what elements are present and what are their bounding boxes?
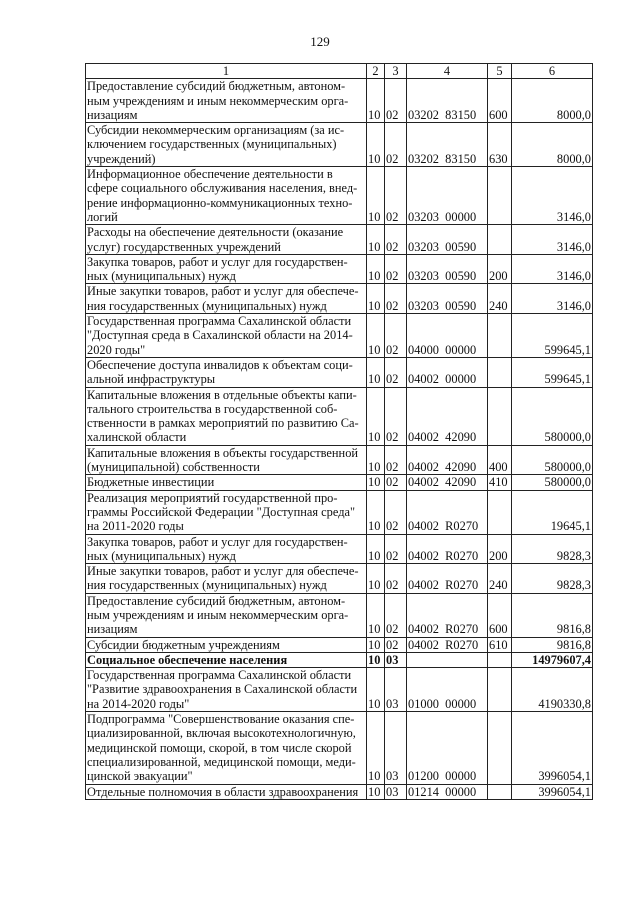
row-target-article-cell: 01214 00000 <box>407 784 488 799</box>
row-name-cell: Субсидии бюджетным учреждениям <box>86 637 367 652</box>
row-name-cell: Капитальные вложения в отдельные объекты капи- тального строительства в государственной соб- ственности в рамках мероприятий по развитию Са- халинской области <box>86 387 367 445</box>
row-subsection-cell: 02 <box>385 225 407 255</box>
row-name-cell: Подпрограмма "Совершенствование оказания спе- циализированной, включая высокотехнологичную, медицинской помощи, скорой, в том числе скорой специализированной, медицинской помощи, меди- цинской эвакуации" <box>86 712 367 784</box>
row-expense-type-cell: 200 <box>488 534 512 564</box>
row-name-cell: Закупка товаров, работ и услуг для государствен- ных (муниципальных) нужд <box>86 254 367 284</box>
row-section-cell: 10 <box>367 534 385 564</box>
row-target-article-cell: 03203 00590 <box>407 284 488 314</box>
row-subsection-cell: 03 <box>385 668 407 712</box>
table-row <box>86 167 593 225</box>
header-col-5: 5 <box>488 64 512 79</box>
row-amount-cell: 599645,1 <box>512 357 593 387</box>
row-subsection-cell: 02 <box>385 475 407 490</box>
row-subsection-cell: 02 <box>385 357 407 387</box>
row-amount-cell: 580000,0 <box>512 475 593 490</box>
row-target-article-cell: 04002 42090 <box>407 445 488 475</box>
row-target-article-cell: 03203 00000 <box>407 167 488 225</box>
row-target-article-cell: 04002 R0270 <box>407 564 488 594</box>
row-subsection-cell: 02 <box>385 490 407 534</box>
row-subsection-cell: 02 <box>385 314 407 358</box>
page-number: 129 <box>310 34 330 49</box>
row-target-article-cell: 04002 R0270 <box>407 637 488 652</box>
row-target-article-cell: 04002 R0270 <box>407 490 488 534</box>
row-expense-type-cell: 200 <box>488 254 512 284</box>
row-name-cell: Иные закупки товаров, работ и услуг для обеспече- ния государственных (муниципальных) нужд <box>86 284 367 314</box>
row-target-article-cell: 04002 42090 <box>407 387 488 445</box>
row-name-cell: Реализация мероприятий государственной про- граммы Российской Федерации "Доступная среда" на 2011-2020 годы <box>86 490 367 534</box>
row-expense-type-cell: 410 <box>488 475 512 490</box>
row-expense-type-cell <box>488 314 512 358</box>
row-name-cell: Отдельные полномочия в области здравоохранения <box>86 784 367 799</box>
row-amount-cell: 3996054,1 <box>512 784 593 799</box>
row-expense-type-cell: 400 <box>488 445 512 475</box>
row-name-cell: Государственная программа Сахалинской области "Развитие здравоохранения в Сахалинской области на 2014-2020 годы" <box>86 668 367 712</box>
row-subsection-cell: 03 <box>385 652 407 667</box>
row-section-cell: 10 <box>367 445 385 475</box>
row-section-cell: 10 <box>367 652 385 667</box>
table-row <box>86 445 593 475</box>
table-row <box>86 357 593 387</box>
row-section-cell: 10 <box>367 225 385 255</box>
table-row <box>86 284 593 314</box>
row-amount-cell: 580000,0 <box>512 445 593 475</box>
row-name-cell: Информационное обеспечение деятельности в сфере социального обслуживания населения, внед- рение информационно-коммуникационных техно- логий <box>86 167 367 225</box>
table-row <box>86 314 593 358</box>
row-expense-type-cell <box>488 357 512 387</box>
table-row <box>86 637 593 652</box>
row-section-cell: 10 <box>367 123 385 167</box>
budget-table <box>85 63 593 800</box>
row-amount-cell: 3146,0 <box>512 284 593 314</box>
row-subsection-cell: 02 <box>385 564 407 594</box>
row-expense-type-cell <box>488 712 512 784</box>
table-body <box>86 79 593 800</box>
row-expense-type-cell <box>488 490 512 534</box>
row-section-cell: 10 <box>367 314 385 358</box>
row-target-article-cell: 01200 00000 <box>407 712 488 784</box>
row-expense-type-cell: 240 <box>488 564 512 594</box>
row-expense-type-cell: 600 <box>488 593 512 637</box>
table-row <box>86 534 593 564</box>
row-amount-cell: 19645,1 <box>512 490 593 534</box>
row-section-cell: 10 <box>367 167 385 225</box>
row-section-cell: 10 <box>367 784 385 799</box>
table-header-row <box>86 64 593 79</box>
row-section-cell: 10 <box>367 254 385 284</box>
row-subsection-cell: 02 <box>385 593 407 637</box>
row-expense-type-cell <box>488 225 512 255</box>
table-row <box>86 79 593 123</box>
row-name-cell: Субсидии некоммерческим организациям (за ис- ключением государственных (муниципальных) учреждений) <box>86 123 367 167</box>
row-section-cell: 10 <box>367 564 385 594</box>
row-subsection-cell: 03 <box>385 784 407 799</box>
row-subsection-cell: 02 <box>385 637 407 652</box>
row-name-cell: Государственная программа Сахалинской области "Доступная среда в Сахалинской области на 2014- 2020 годы" <box>86 314 367 358</box>
row-target-article-cell: 01000 00000 <box>407 668 488 712</box>
row-section-cell: 10 <box>367 79 385 123</box>
row-amount-cell: 14979607,4 <box>512 652 593 667</box>
header-col-4: 4 <box>407 64 488 79</box>
table-row <box>86 225 593 255</box>
header-col-1: 1 <box>86 64 367 79</box>
row-name-cell: Предоставление субсидий бюджетным, автоном- ным учреждениям и иным некоммерческим орга- низациям <box>86 593 367 637</box>
row-name-cell: Иные закупки товаров, работ и услуг для обеспече- ния государственных (муниципальных) нужд <box>86 564 367 594</box>
row-amount-cell: 3146,0 <box>512 167 593 225</box>
row-expense-type-cell: 630 <box>488 123 512 167</box>
table-row <box>86 254 593 284</box>
row-amount-cell: 9828,3 <box>512 564 593 594</box>
row-subsection-cell: 02 <box>385 123 407 167</box>
row-section-cell: 10 <box>367 637 385 652</box>
row-target-article-cell: 03203 00590 <box>407 254 488 284</box>
row-amount-cell: 599645,1 <box>512 314 593 358</box>
row-target-article-cell <box>407 652 488 667</box>
row-subsection-cell: 02 <box>385 254 407 284</box>
row-target-article-cell: 04002 42090 <box>407 475 488 490</box>
row-section-cell: 10 <box>367 593 385 637</box>
row-name-cell: Обеспечение доступа инвалидов к объектам соци- альной инфраструктуры <box>86 357 367 387</box>
row-name-cell: Предоставление субсидий бюджетным, автоном- ным учреждениям и иным некоммерческим орга- низациям <box>86 79 367 123</box>
table-row <box>86 387 593 445</box>
row-section-cell: 10 <box>367 284 385 314</box>
table-row <box>86 593 593 637</box>
table-row <box>86 712 593 784</box>
row-amount-cell: 3146,0 <box>512 254 593 284</box>
row-subsection-cell: 02 <box>385 534 407 564</box>
row-amount-cell: 4190330,8 <box>512 668 593 712</box>
row-name-cell: Закупка товаров, работ и услуг для государствен- ных (муниципальных) нужд <box>86 534 367 564</box>
row-expense-type-cell <box>488 652 512 667</box>
row-target-article-cell: 04002 00000 <box>407 357 488 387</box>
row-subsection-cell: 02 <box>385 79 407 123</box>
row-name-cell: Бюджетные инвестиции <box>86 475 367 490</box>
header-col-2: 2 <box>367 64 385 79</box>
row-subsection-cell: 02 <box>385 445 407 475</box>
row-amount-cell: 3996054,1 <box>512 712 593 784</box>
row-section-cell: 10 <box>367 668 385 712</box>
row-section-cell: 10 <box>367 490 385 534</box>
row-target-article-cell: 03202 83150 <box>407 123 488 167</box>
row-amount-cell: 9816,8 <box>512 593 593 637</box>
table-row <box>86 668 593 712</box>
row-amount-cell: 3146,0 <box>512 225 593 255</box>
table-row <box>86 652 593 667</box>
row-amount-cell: 8000,0 <box>512 79 593 123</box>
row-section-cell: 10 <box>367 387 385 445</box>
row-subsection-cell: 02 <box>385 167 407 225</box>
row-expense-type-cell <box>488 387 512 445</box>
row-expense-type-cell: 610 <box>488 637 512 652</box>
table-row <box>86 784 593 799</box>
row-target-article-cell: 03202 83150 <box>407 79 488 123</box>
row-target-article-cell: 04002 R0270 <box>407 593 488 637</box>
row-expense-type-cell <box>488 668 512 712</box>
row-subsection-cell: 02 <box>385 387 407 445</box>
row-expense-type-cell <box>488 784 512 799</box>
table-row <box>86 490 593 534</box>
row-name-cell: Социальное обеспечение населения <box>86 652 367 667</box>
row-amount-cell: 9816,8 <box>512 637 593 652</box>
row-expense-type-cell: 240 <box>488 284 512 314</box>
row-section-cell: 10 <box>367 712 385 784</box>
row-subsection-cell: 02 <box>385 284 407 314</box>
row-amount-cell: 9828,3 <box>512 534 593 564</box>
row-target-article-cell: 03203 00590 <box>407 225 488 255</box>
row-section-cell: 10 <box>367 357 385 387</box>
table-row <box>86 475 593 490</box>
row-target-article-cell: 04000 00000 <box>407 314 488 358</box>
row-expense-type-cell: 600 <box>488 79 512 123</box>
row-target-article-cell: 04002 R0270 <box>407 534 488 564</box>
row-name-cell: Расходы на обеспечение деятельности (оказание услуг) государственных учреждений <box>86 225 367 255</box>
header-col-6: 6 <box>512 64 593 79</box>
table-row <box>86 123 593 167</box>
row-section-cell: 10 <box>367 475 385 490</box>
row-name-cell: Капитальные вложения в объекты государственной (муниципальной) собственности <box>86 445 367 475</box>
header-col-3: 3 <box>385 64 407 79</box>
row-amount-cell: 580000,0 <box>512 387 593 445</box>
row-amount-cell: 8000,0 <box>512 123 593 167</box>
row-subsection-cell: 03 <box>385 712 407 784</box>
row-expense-type-cell <box>488 167 512 225</box>
table-row <box>86 564 593 594</box>
